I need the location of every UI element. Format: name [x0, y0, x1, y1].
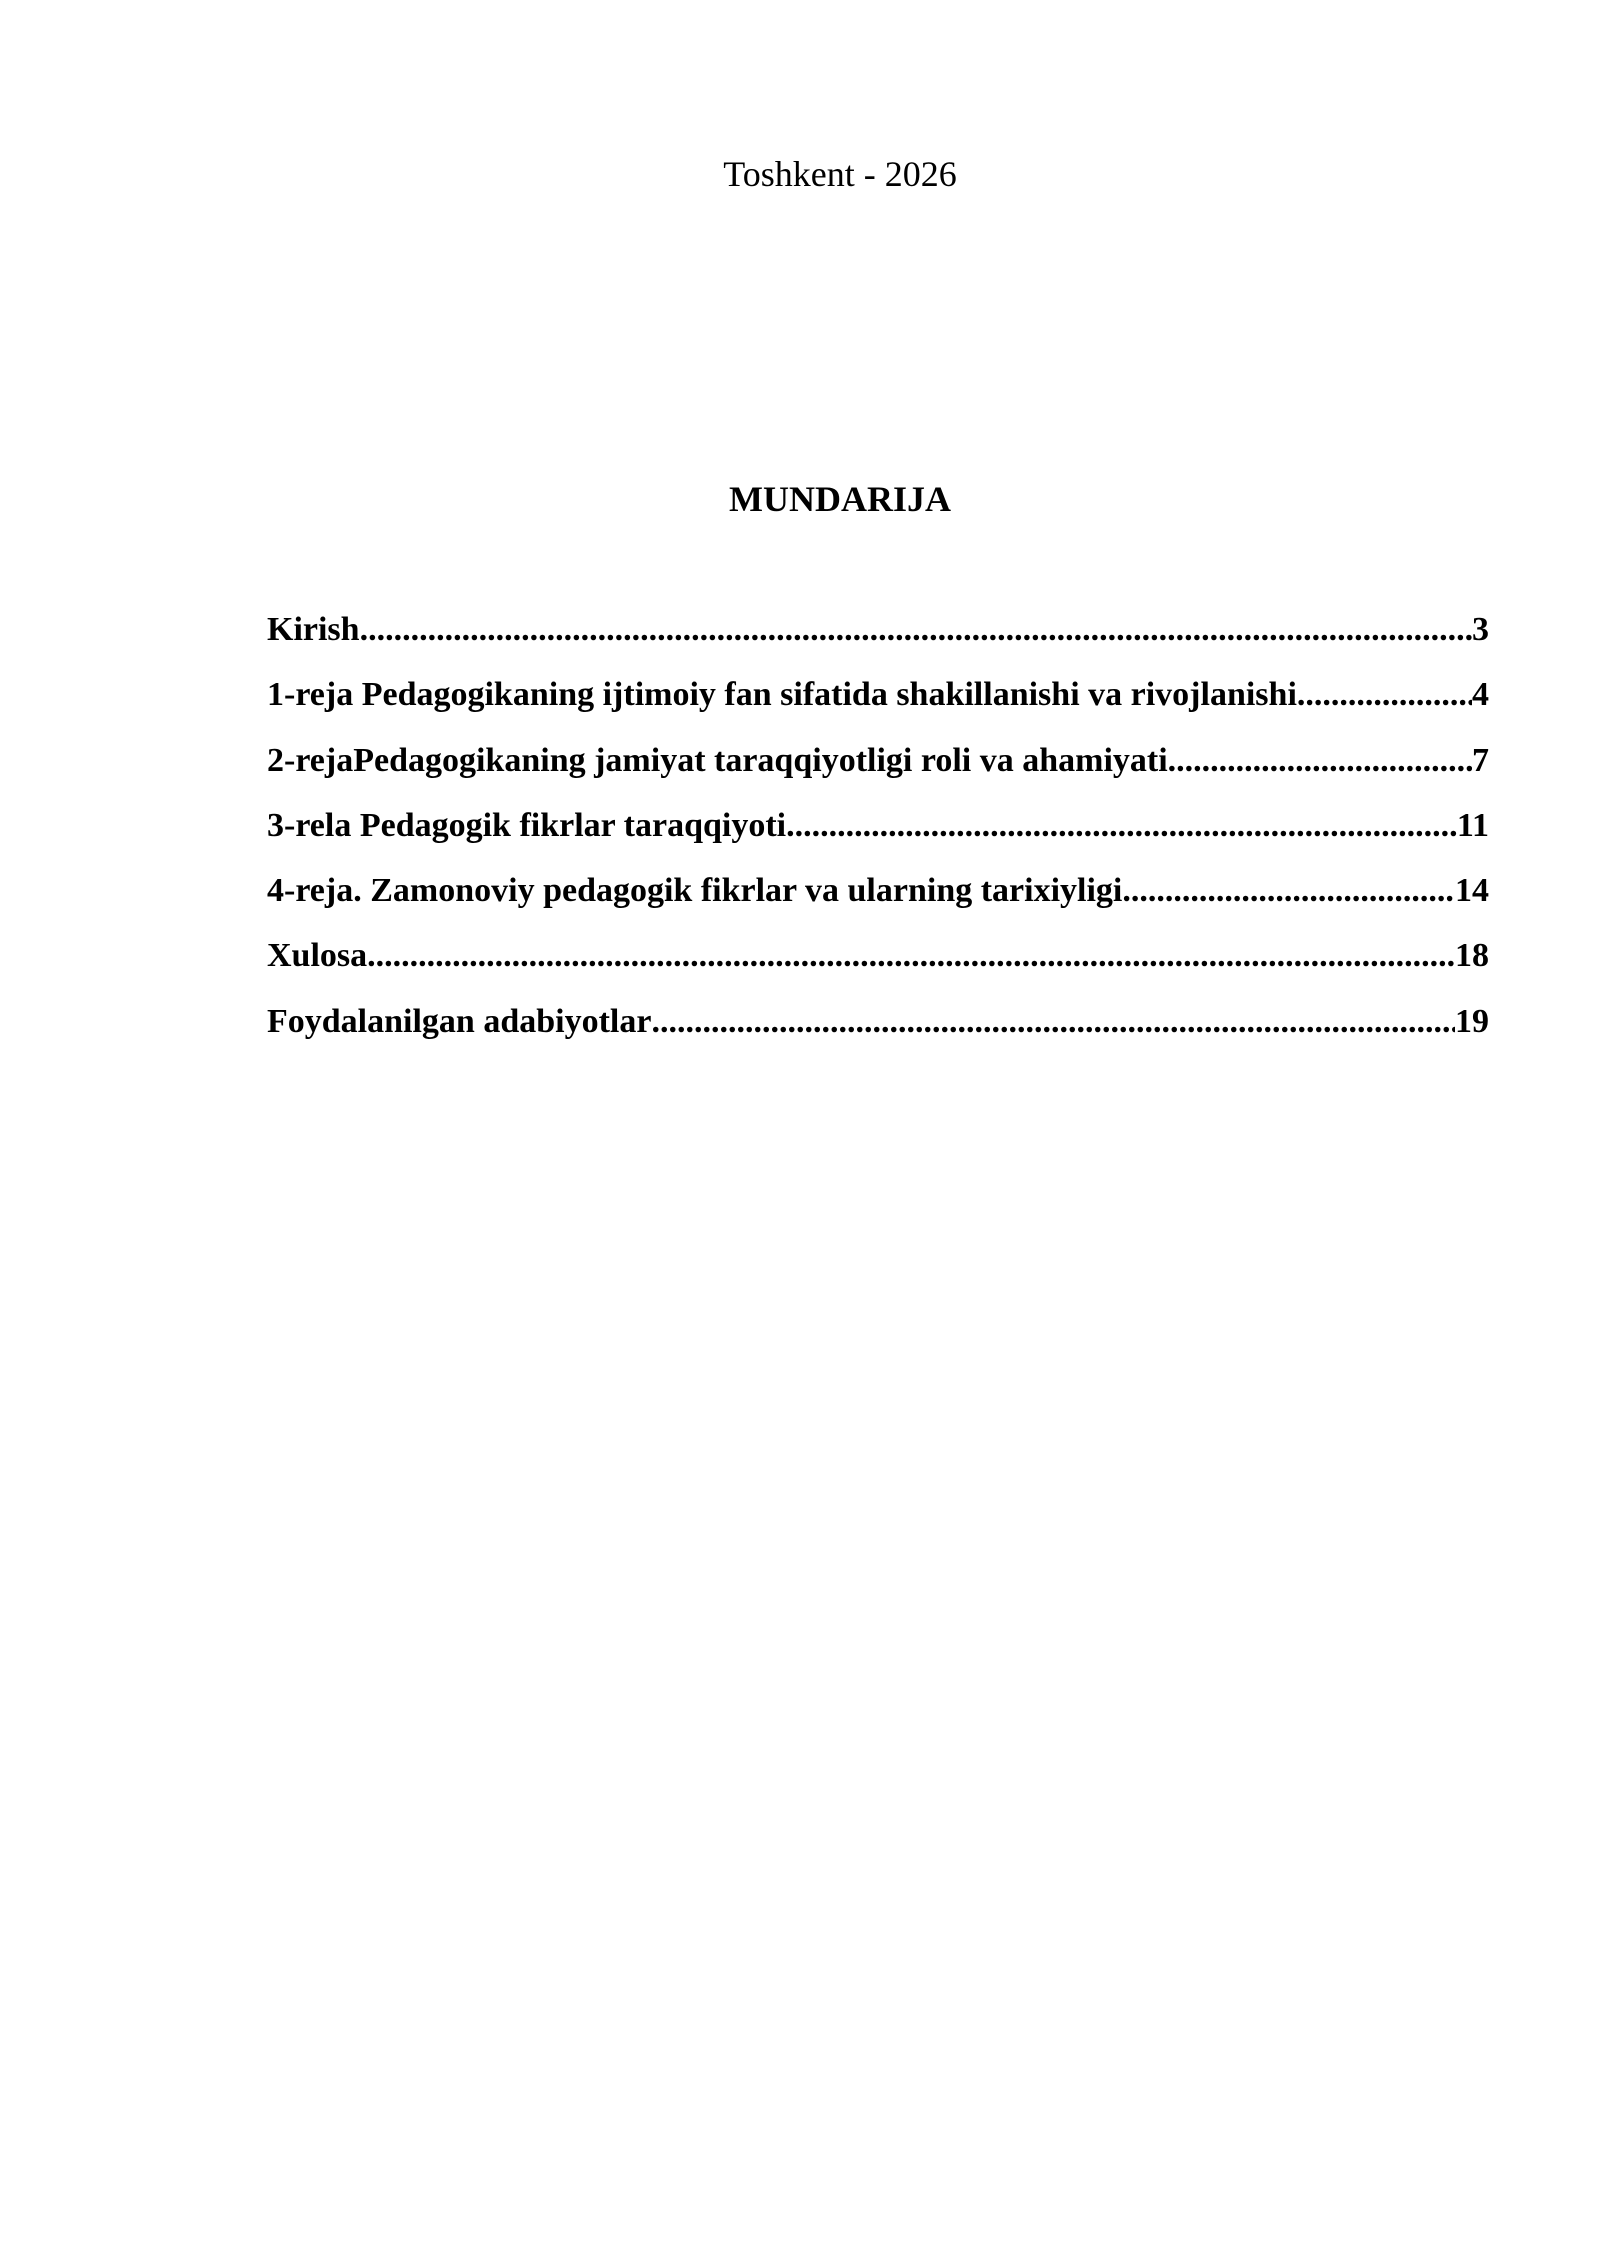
toc-dot-leader	[651, 994, 1455, 1050]
toc-entry-label: 3-rela Pedagogik fikrlar taraqqiyoti	[267, 806, 787, 844]
table-of-contents	[267, 602, 1489, 1059]
toc-entry-label: Foydalanilgan adabiyotlar	[267, 1002, 652, 1040]
toc-entry-xulosa[interactable]	[267, 928, 1489, 993]
toc-entry-label: 1-reja Pedagogikaning ijtimoiy fan sifatida shakillanishi va rivojlanishi	[267, 676, 1297, 714]
toc-entry-kirish[interactable]	[267, 602, 1489, 667]
toc-entry-page: 3	[1472, 611, 1489, 648]
toc-dot-leader	[360, 602, 1472, 658]
toc-dot-leader	[367, 928, 1455, 984]
toc-title: MUNDARIJA	[729, 479, 951, 519]
toc-entry-label: 2-rejaPedagogikaning jamiyat taraqqiyotligi roli va ahamiyati	[267, 741, 1168, 779]
city-year-line: Toshkent - 2026	[723, 154, 957, 194]
toc-entry-reja-1[interactable]	[267, 667, 1489, 732]
toc-entry-label: 4-reja. Zamonoviy pedagogik fikrlar va ularning tarixiyligi	[267, 872, 1123, 910]
toc-entry-adabiyotlar[interactable]	[267, 994, 1489, 1059]
toc-entry-label: Xulosa	[267, 937, 368, 975]
toc-entry-page: 11	[1456, 806, 1489, 844]
toc-entry-label: Kirish	[267, 611, 360, 648]
toc-entry-page: 4	[1472, 676, 1489, 714]
toc-entry-page: 19	[1455, 1002, 1489, 1040]
toc-entry-reja-4[interactable]	[267, 863, 1489, 928]
toc-dot-leader	[1297, 667, 1472, 723]
toc-dot-leader	[1168, 733, 1472, 789]
toc-dot-leader	[786, 798, 1457, 854]
toc-entry-page: 14	[1455, 872, 1489, 910]
toc-dot-leader	[1122, 863, 1455, 919]
toc-entry-page: 18	[1455, 937, 1489, 975]
toc-entry-reja-2[interactable]	[267, 733, 1489, 798]
toc-entry-page: 7	[1472, 741, 1489, 779]
toc-entry-reja-3[interactable]	[267, 798, 1489, 863]
